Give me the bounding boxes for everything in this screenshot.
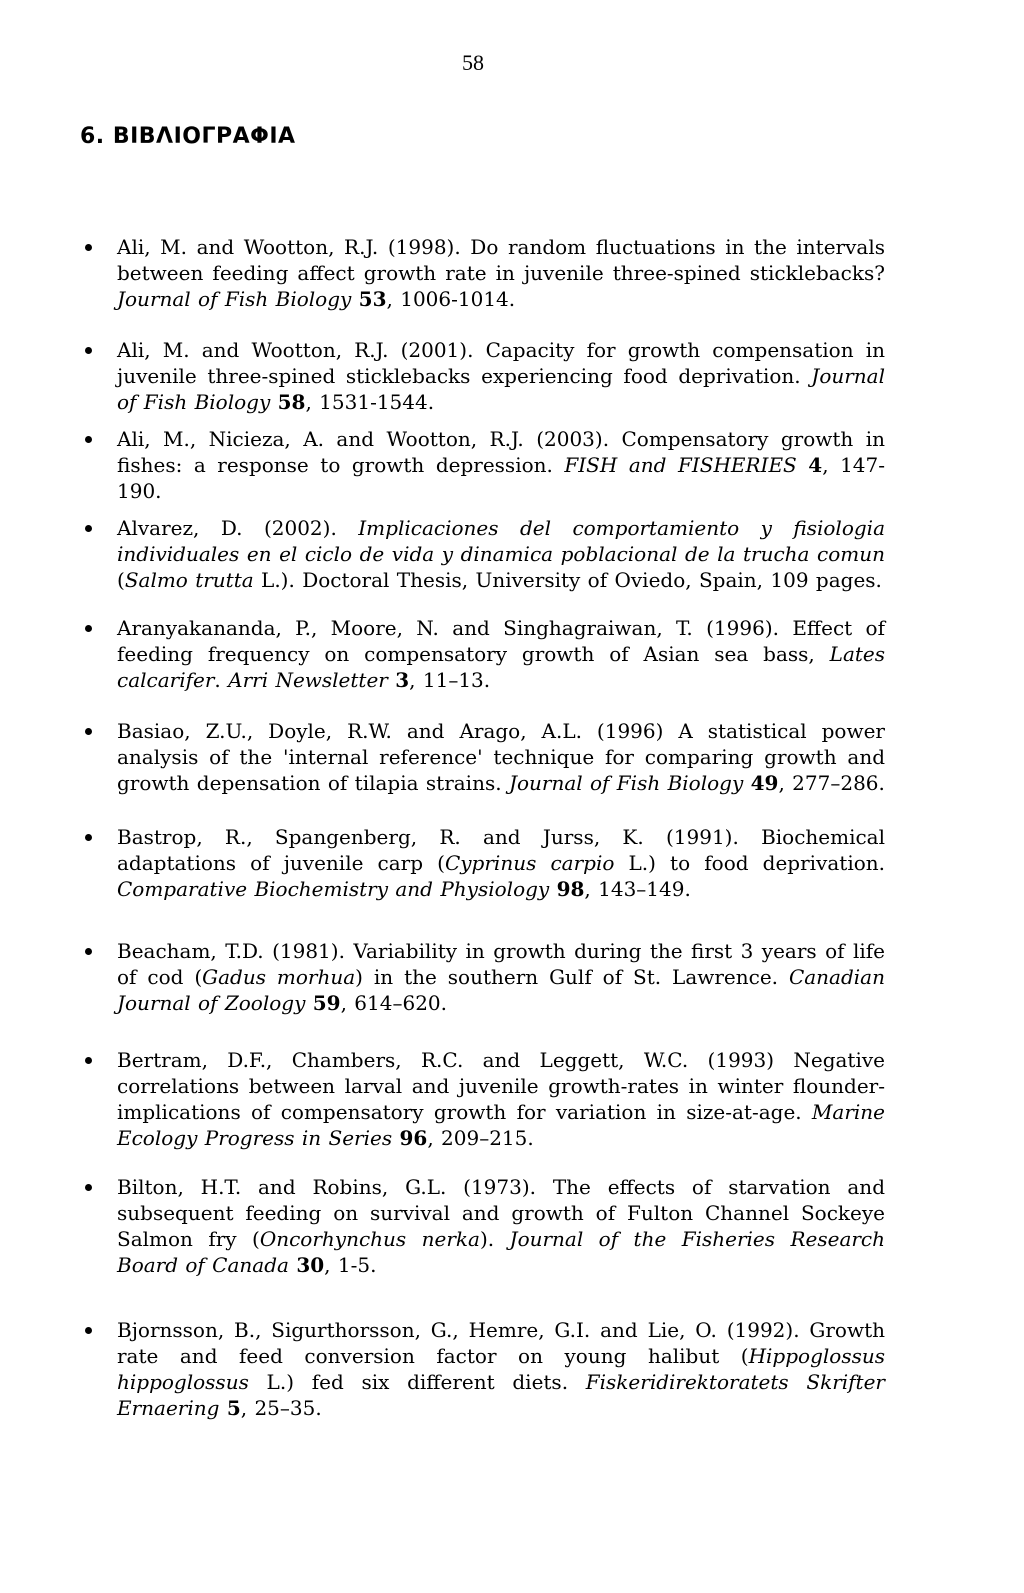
reference-text — [117, 1318, 885, 1420]
reference-segment: , 143–149. — [584, 877, 691, 901]
reference-text — [117, 516, 885, 592]
reference-segment: 96 — [399, 1126, 428, 1150]
reference-item — [80, 234, 885, 312]
reference-segment — [351, 287, 358, 311]
reference-text — [117, 616, 885, 692]
reference-segment: Gadus morhua — [202, 965, 356, 989]
reference-segment: , 1-5. — [324, 1253, 377, 1277]
reference-segment: L.) fed six different diets. — [248, 1370, 586, 1394]
reference-segment: , 147-190. — [117, 453, 886, 503]
reference-segment — [549, 877, 556, 901]
reference-item — [80, 718, 885, 796]
reference-item — [80, 1317, 885, 1421]
reference-segment: Bastrop, R., Spangenberg, R. and Jurss, K. (1991). Biochemical adaptations of juvenile carp ( — [117, 825, 885, 875]
reference-segment: Ali, M., Nicieza, A. and Wootton, R.J. (2003). Compensatory growth in fishes: a response to growth depression. — [117, 427, 885, 477]
reference-segment: Journal of Fish Biology — [117, 364, 885, 414]
reference-segment: Cyprinus carpio — [444, 851, 615, 875]
reference-item — [80, 1047, 885, 1151]
page-number: 58 — [462, 50, 484, 75]
reference-segment: L.) to food deprivation. — [614, 851, 885, 875]
bullet-icon — [85, 525, 92, 532]
reference-segment: , 614–620. — [340, 991, 448, 1015]
bullet-icon — [85, 244, 92, 251]
reference-segment: 4 — [808, 453, 823, 477]
reference-segment: Oncorhynchus nerka — [259, 1227, 480, 1251]
reference-segment: Basiao, Z.U., Doyle, R.W. and Arago, A.L. (1996) A statistical power analysis of the 'internal reference' technique for comparing growth and growth depensation of tilapia strains. — [117, 719, 885, 795]
reference-segment: Bertram, D.F., Chambers, R.C. and Leggett, W.C. (1993) Negative correlations between larval and juvenile growth-rates in winter flounder- implications of compensatory growth for variation in size-at-age. — [117, 1048, 885, 1124]
section-heading: 6. ΒΙΒΛΙΟΓΡΑΦΙΑ — [80, 124, 296, 149]
reference-segment: Ali, M. and Wootton, R.J. (2001). Capacity for growth compensation in juvenile three-spined sticklebacks experiencing food deprivation. — [117, 338, 885, 388]
reference-item — [80, 824, 885, 902]
reference-segment: 49 — [750, 771, 779, 795]
reference-segment: Alvarez, D. (2002). — [117, 516, 359, 540]
reference-text — [117, 235, 885, 311]
reference-text — [117, 719, 885, 795]
bullet-icon — [85, 1057, 92, 1064]
bullet-icon — [85, 347, 92, 354]
bullet-icon — [85, 1184, 92, 1191]
reference-segment: Canadian Journal of Zoology — [117, 965, 885, 1015]
reference-segment: 58 — [277, 390, 306, 414]
reference-text — [117, 1048, 885, 1150]
bullet-icon — [85, 436, 92, 443]
reference-segment — [797, 453, 809, 477]
reference-segment: Bjornsson, B., Sigurthorsson, G., Hemre, G.I. and Lie, O. (1992). Growth rate and feed conversion factor on young halibut ( — [117, 1318, 885, 1368]
reference-segment: 98 — [556, 877, 585, 901]
reference-segment: Hippoglossus hippoglossus — [117, 1344, 885, 1394]
reference-item — [80, 615, 885, 693]
reference-list — [80, 214, 885, 1421]
reference-segment: , 1531-1544. — [305, 390, 435, 414]
reference-segment: 5 — [226, 1396, 241, 1420]
bullet-icon — [85, 834, 92, 841]
reference-segment: Marine Ecology Progress in Series — [117, 1100, 885, 1150]
reference-segment: Journal of Fish Biology — [508, 771, 744, 795]
reference-text — [117, 1175, 885, 1277]
reference-segment: . — [214, 668, 229, 692]
reference-item — [80, 515, 885, 593]
reference-segment: , 1006-1014. — [386, 287, 516, 311]
reference-segment: , 11–13. — [409, 668, 491, 692]
reference-segment — [743, 771, 750, 795]
reference-segment — [270, 390, 277, 414]
reference-item — [80, 938, 885, 1016]
reference-segment: , 277–286. — [778, 771, 885, 795]
bullet-icon — [85, 728, 92, 735]
reference-text — [117, 427, 885, 503]
reference-segment: Arri Newsletter — [228, 668, 388, 692]
reference-segment: Beacham, T.D. (1981). Variability in growth during the first 3 years of life of cod ( — [117, 939, 885, 989]
reference-segment: Journal of Fish Biology — [117, 287, 352, 311]
reference-segment: Implicaciones del comportamiento y fisiologia individuales en el ciclo de vida y dinamica poblacional de la trucha comun — [117, 516, 885, 566]
reference-item — [80, 1174, 885, 1278]
reference-segment: , 209–215. — [427, 1126, 534, 1150]
bullet-icon — [85, 625, 92, 632]
reference-segment: Bilton, H.T. and Robins, G.L. (1973). The effects of starvation and subsequent feeding on survival and growth of Fulton Channel Sockeye Salmon fry ( — [117, 1175, 885, 1251]
bullet-icon — [85, 948, 92, 955]
reference-segment: 59 — [312, 991, 341, 1015]
reference-segment: Salmo trutta — [124, 568, 254, 592]
reference-segment: ). — [479, 1227, 510, 1251]
reference-segment: Fiskeridirektoratets Skrifter Ernaering — [117, 1370, 885, 1420]
reference-item — [80, 337, 885, 415]
reference-segment: 3 — [395, 668, 410, 692]
reference-text — [117, 939, 885, 1015]
bullet-icon — [85, 1327, 92, 1334]
reference-segment — [305, 991, 312, 1015]
reference-segment: Lates calcarifer — [117, 642, 885, 692]
reference-segment: L.). Doctoral Thesis, University of Oviedo, Spain, 109 pages. — [253, 568, 882, 592]
reference-segment: ) in the southern Gulf of St. Lawrence. — [355, 965, 789, 989]
reference-segment: Aranyakananda, P., Moore, N. and Singhagraiwan, T. (1996). Effect of feeding frequency on compensatory growth of Asian sea bass, — [117, 616, 885, 666]
reference-segment: FISH and FISHERIES — [564, 453, 797, 477]
reference-segment: Comparative Biochemistry and Physiology — [117, 877, 550, 901]
reference-segment — [219, 1396, 226, 1420]
reference-segment: 53 — [358, 287, 387, 311]
reference-text — [117, 338, 885, 414]
reference-item — [80, 426, 885, 504]
reference-segment: ( — [117, 568, 125, 592]
reference-segment: 30 — [296, 1253, 325, 1277]
reference-text — [117, 825, 885, 901]
reference-segment: Journal of the Fisheries Research Board of Canada — [117, 1227, 886, 1277]
reference-segment: , 25–35. — [240, 1396, 322, 1420]
reference-segment: Ali, M. and Wootton, R.J. (1998). Do random fluctuations in the intervals between feeding affect growth rate in juvenile three-spined sticklebacks? — [117, 235, 885, 285]
